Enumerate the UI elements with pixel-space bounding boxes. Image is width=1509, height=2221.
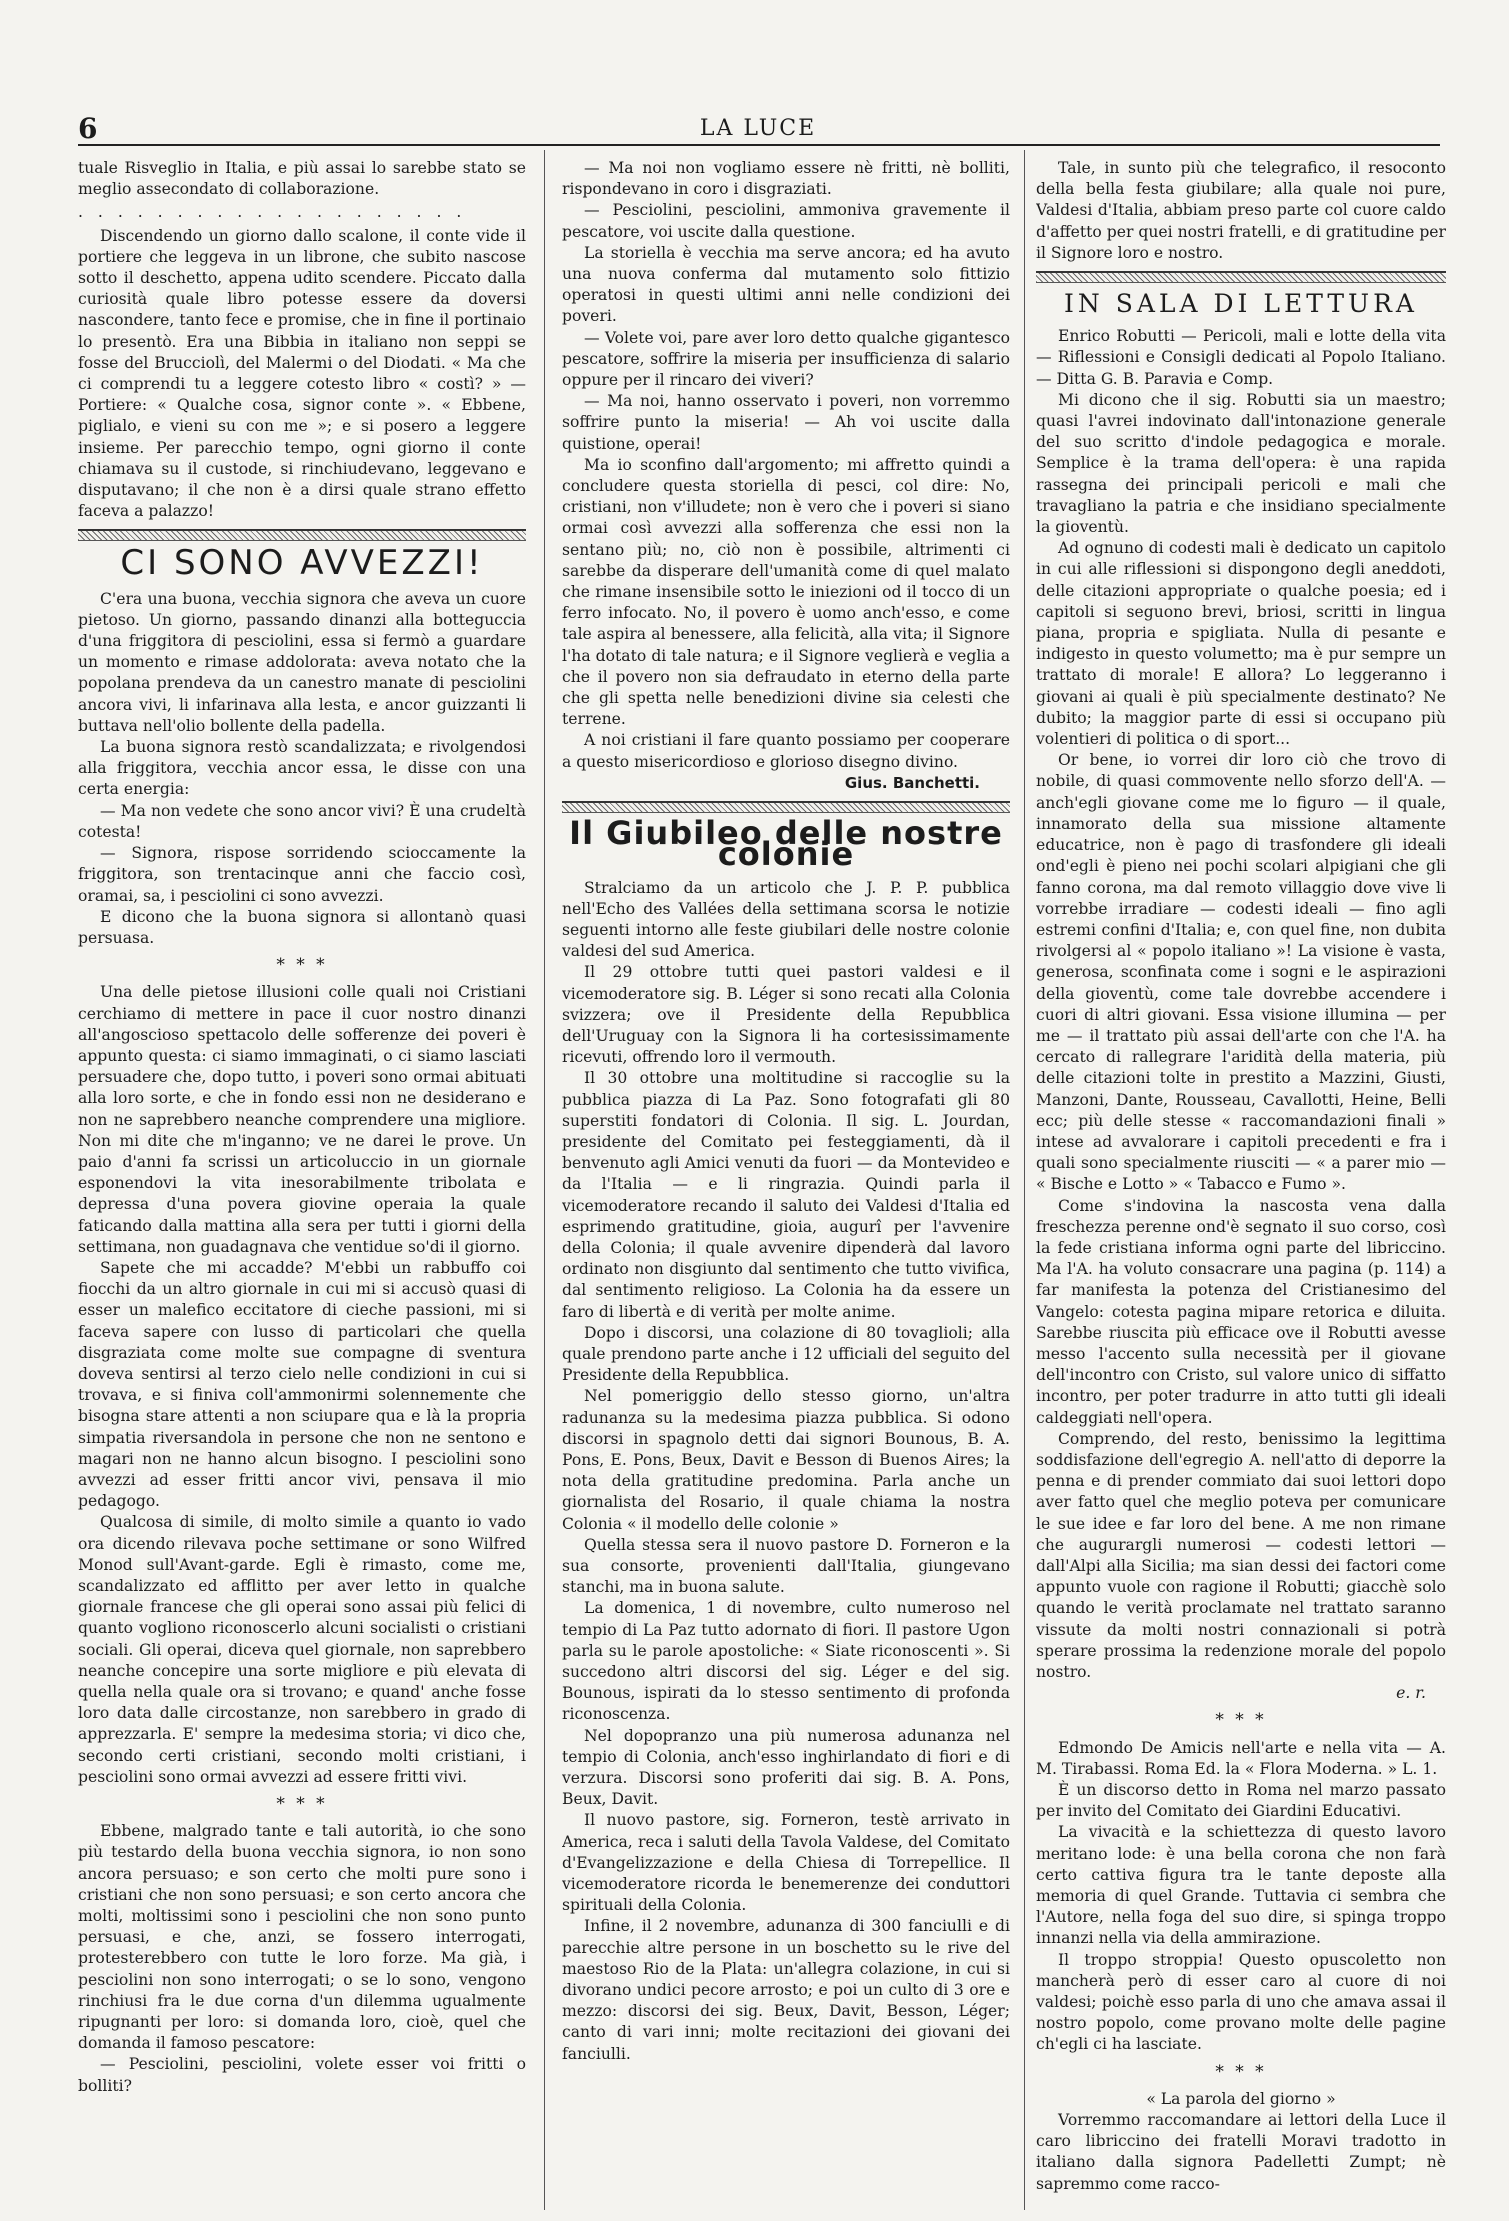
ornamental-rule — [78, 529, 526, 541]
subsection-title: « La parola del giorno » — [1146, 2089, 1336, 2108]
article-title: Il Giubileo delle nostre colonie — [569, 814, 1003, 874]
paragraph: Dopo i discorsi, una colazione di 80 tovaglioli; alla quale prendono parte anche i 12 ufficiali del seguito del Presidente della Repubblica. — [562, 1323, 1010, 1385]
paragraph: Ma io sconfino dall'argomento; mi affretto quindi a concludere questa storiella di pesci, col dire: No, cristiani, non v'illudete; non è vero che i poveri si siano ormai così avvezzi alla sofferenza che essi non la sentano più; no, ciò non è possibile, altrimenti ci sarebbe da disperare dell'umanità come di quel malato che rimane insensibile sotto le iniezioni od il tocco di un ferro infocato. No, il povero è uomo anch'esso, e come tale aspira al benessere, alla felicità, alla vita; il Signore l'ha dotato di tale natura; e il Signore veglierà e veglia a che il povero non sia defraudato in eterno della parte che gli spetta nelle benedizioni divine sia celesti che terrene. — [562, 455, 1010, 729]
asterism: * * * — [1215, 2061, 1267, 2082]
paragraph: — Pesciolini, pesciolini, ammoniva gravemente il pescatore, voi uscite dalla questione. — [562, 201, 1010, 241]
paragraph: Infine, il 2 novembre, adunanza di 300 fanciulli e di parecchie altre persone in un boschetto su le rive del maestoso Rio de la Plata: un'allegra colazione, in cui si divorano undici pecore arrosto; e poi un culto di 3 ore e mezzo: discorsi dei sig. Beux, Davit, Besson, Léger; canto di vari inni; molte recitazioni dei giovani dei fanciulli. — [562, 1917, 1010, 2063]
paragraph: La vivacità e la schiettezza di questo lavoro meritano lode: è una bella corona che non farà certo cattiva figura tra le tante deposte alla memoria di quel Grande. Tuttavia ci sembra che l'Autore, nella foga del suo dire, si spinga troppo innanzi nella via della ammirazione. — [1036, 1823, 1446, 1948]
column-2 — [562, 158, 1010, 2198]
ornamental-rule — [562, 801, 1010, 813]
author-initials: e. r. — [1396, 1684, 1426, 1703]
paragraph: Mi dicono che il sig. Robutti sia un maestro; quasi l'avrei indovinato dall'intonazione generale del suo scritto d'indole pedagogica e morale. Semplice è la trama dell'opera: è una rapida rassegna dei principali pericoli e mali che travagliano la patria e che insidiano specialmente la gioventù. — [1036, 390, 1446, 537]
paragraph: — Ma noi non vogliamo essere nè fritti, nè bolliti, rispondevano in coro i disgraziati. — [562, 159, 1010, 199]
paragraph: Nel dopopranzo una più numerosa adunanza nel tempio di Colonia, anch'esso inghirlandato di fiori e di verzura. Discorsi sono proferiti dai sig. B. A. Pons, Beux, Davit. — [562, 1726, 1010, 1809]
book-reference: Enrico Robutti — Pericoli, mali e lotte della vita — Riflessioni e Consigli dedicati al Popolo Italiano. — Ditta G. B. Paravia e Comp. — [1036, 327, 1446, 388]
journal-title: LA LUCE — [699, 116, 817, 141]
paragraph: Ad ognuno di codesti mali è dedicato un capitolo in cui alle riflessioni si dispongono degli aneddoti, delle citazioni appropriate o qualche poesia; ed i capitoli si seguono brevi, briosi, scritti in lingua piana, propria e spigliata. Nulla di pesante e indigesto in questo volumetto; ma è pur sempre un trattato di morale! E allora? Lo leggeranno i giovani ai quali è più specialmente destinato? Ne dubito; la maggior parte di essi si occupano più volentieri di politica o di sport... — [1036, 539, 1446, 749]
paragraph: Il 29 ottobre tutti quei pastori valdesi e il vicemoderatore sig. B. Léger si sono recati alla Colonia svizzera; ove il Presidente della Repubblica dell'Uruguay con la Signora li ha cortesissimamente ricevuti, offrendo loro il vermouth. — [562, 963, 1010, 1067]
header-rule — [78, 144, 1440, 146]
paragraph: A noi cristiani il fare quanto possiamo per cooperare a questo misericordioso e glorioso disegno divino. — [562, 731, 1010, 771]
paragraph: Sapete che mi accadde? M'ebbi un rabbuffo coi fiocchi da un altro giornale in cui mi si accusò quasi di esser un malefico eccitatore di cieche passioni, mi si faceva sapere con lusso di particolari che quella disgraziata come molte sue compagne di sventura doveva sentirsi al terzo cielo nelle condizioni in cui si trovava, e si finiva coll'ammonirmi solennemente che bisogna stare attenti a non sciupare qua e là la propria simpatia riversandola in persone che non ne sentono e magari non ne hanno alcun bisogno. I pesciolini sono avvezzi ad esser fritti ancor vivi, pensava il mio pedagogo. — [78, 1258, 526, 1511]
author-signature: Gius. Banchetti. — [844, 773, 980, 792]
paragraph: Stralciamo da un articolo che J. P. P. pubblica nell'Echo des Vallées della settimana scorsa le notizie seguenti intorno alle feste giubilari delle nostre colonie valdesi del sud America. — [562, 878, 1010, 961]
paragraph: Comprendo, del resto, benissimo la legittima soddisfazione dell'egregio A. nell'atto di deporre la penna e di prender commiato dai suoi lettori dopo aver fatto quel che meglio poteva per comunicare le sue idee e far loro del bene. A me non rimane che augurargli numerosi — codesti lettori — dall'Alpi alla Sicilia; ma sian dessi dei factori come appunto vuole con ragione il Robutti; giacchè solo quando le verità proclamate nel trattato saranno vissute da molti nostri connazionali si potrà sperare prossima la redenzione morale del popolo nostro. — [1036, 1429, 1446, 1682]
asterism: * * * — [1215, 1710, 1267, 1731]
page-header — [78, 108, 1438, 148]
paragraph: — Ma noi, hanno osservato i poveri, non vorremmo soffrire punto la miseria! — Ah voi uscite dalla quistione, operai! — [562, 392, 1010, 453]
paragraph: La storiella è vecchia ma serve ancora; ed ha avuto una nuova conferma dal mutamento solo fittizio operatosi in questi ultimi anni nelle condizioni dei poveri. — [562, 243, 1010, 326]
paragraph: — Signora, rispose sorridendo scioccamente la friggitora, son trentacinque anni che faccio così, oramai, sa, i pesciolini ci sono avvezzi. — [78, 844, 526, 905]
column-divider — [544, 150, 545, 2210]
paragraph: — Pesciolini, pesciolini, volete esser voi fritti o bolliti? — [78, 2055, 526, 2095]
section-title: IN SALA DI LETTURA — [1064, 289, 1418, 319]
paragraph: Quella stessa sera il nuovo pastore D. Forneron e la sua consorte, provenienti dall'Italia, giungevano stanchi, ma in buona salute. — [562, 1535, 1010, 1597]
paragraph: Il nuovo pastore, sig. Forneron, testè arrivato in America, reca i saluti della Tavola Valdese, del Comitato d'Evangelizzazione e della Chiesa di Torrepellice. Il vicemoderatore ricorda le benemerenze dei conduttori spirituali della Colonia. — [562, 1811, 1010, 1915]
paragraph: La domenica, 1 di novembre, culto numeroso nel tempio di La Paz tutto adornato di fiori. Il pastore Ugon parla su le parole apostoliche: « Siate riconoscenti ». Si succedono altri discorsi del sig. Léger e del sig. Bounous, ispirati da lo stesso sentimento di profonda riconoscenza. — [562, 1599, 1010, 1724]
paragraph: La buona signora restò scandalizzata; e rivolgendosi alla friggitora, vecchia ancor essa, le disse con una certa energia: — [78, 738, 526, 799]
paragraph: Or bene, io vorrei dir loro ciò che trovo di nobile, di quasi commovente nello sforzo dell'A. — anch'egli giovane come me lo figuro — il quale, innamorato della sua missione altamente educatrice, non è pago di trasfondere gli ideali ond'egli è pieno nei pochi scolari alpigiani che gli fanno corona, ma dal remoto villaggio dove vive li vorrebbe irradiare — codesti ideali — fino agli estremi confini d'Italia; e, con quel fine, non dubita rivolgersi al « popolo italiano »! La visione è vasta, generosa, sconfinata come i sogni e le aspirazioni della gioventù, come tale dovrebbe accendere i cuori di altri giovani. Essa visione illumina — per me — il trattato più assai dell'arte con che l'A. ha cercato di rallegrare l'aridità della materia, più delle citazioni tolte in prestito a Mazzini, Giusti, Manzoni, Dante, Rousseau, Cavallotti, Heine, Belli ecc; più delle stesse « raccomandazioni finali » intese ad avvalorare i capitoli precedenti e fra i quali sono specialmente riusciti — « a parer mio — « Bische e Lotto » « Tabacco e Fumo ». — [1036, 751, 1446, 1194]
ellipsis-divider: . . . . . . . . . . . . . . . . . . . . — [78, 203, 467, 222]
paragraph: C'era una buona, vecchia signora che aveva un cuore pietoso. Un giorno, passando dinanzi alla botteguccia d'una friggitora di pesciolini, essa si fermò a guardare un momento e rimase addolorata: aveva notato che la popolana prendeva da un canestro manate di pesciolini ancora vivi, li infarinava alla lesta, e ancor guizzanti li buttava nell'olio bollente della padella. — [78, 589, 526, 735]
page-number: 6 — [78, 112, 98, 145]
column-1 — [78, 158, 526, 2198]
paragraph: Qualcosa di simile, di molto simile a quanto io vado ora dicendo rilevava poche settimane or sono Wilfred Monod sull'Avant-garde. Egli è rimasto, come me, scandalizzato ed afflitto per aver letto in qualche giornale francese che gli operai sono assai più felici di quanto vogliono riconoscerlo alcuni socialisti o cristiani sociali. Gli operai, diceva quel giornale, non saprebbero neanche concepire una sorte migliore e più elevata di quella nella quale ora si trovano; e quand' anche fosse loro data dalle circostanze, non sarebbero in grado di apprezzarla. E' sempre la medesima storia; vi dico che, secondo certi cristiani, secondo molti cristiani, i pesciolini sono ormai avvezzi ad essere fritti vivi. — [78, 1513, 526, 1786]
paragraph: — Ma non vedete che sono ancor vivi? È una crudeltà cotesta! — [78, 801, 526, 841]
paragraph: Una delle pietose illusioni colle quali noi Cristiani cerchiamo di mettere in pace il cuor nostro dinanzi all'angoscioso spettacolo delle sofferenze dei poveri è appunto questa: ci siamo immaginati, o ci siamo lasciati persuadere che, dopo tutto, i poveri sono ormai abituati alla loro sorte, e che in fondo essi non ne desiderano e non ne saprebbero neanche comprendere una migliore. Non mi dite che m'inganno; ve ne darei le prove. Un paio d'anni fa scrissi un articoluccio in un giornale esponendovi la vita inesorabilmente tribolata e depressa d'una povera giovine operaia la quale faticando dalla mattina alla sera per tutti i giorni della settimana, non guadagnava che ventidue so'di il giorno. — [78, 983, 526, 1256]
paragraph: È un discorso detto in Roma nel marzo passato per invito del Comitato dei Giardini Educativi. — [1036, 1781, 1446, 1821]
paragraph: Vorremmo raccomandare ai lettori della Luce il caro libriccino dei fratelli Moravi tradotto in italiano dalla signora Padelletti Zumpt; nè sapremmo come racco- — [1036, 2111, 1446, 2193]
asterism: * * * — [276, 955, 328, 976]
book-reference: Edmondo De Amicis nell'arte e nella vita — A. M. Tirabassi. Roma Ed. la « Flora Moderna. » L. 1. — [1036, 1738, 1446, 1778]
paragraph: Tale, in sunto più che telegrafico, il resoconto della bella festa giubilare; alla quale noi pure, Valdesi d'Italia, abbiam preso parte col cuore caldo d'affetto per quei nostri fratelli, e di gratitudine per il Signore loro e nostro. — [1036, 159, 1446, 262]
column-3 — [1036, 158, 1446, 2198]
paragraph: E dicono che la buona signora si allontanò quasi persuasa. — [78, 907, 526, 947]
paragraph: Come s'indovina la nascosta vena dalla freschezza perenne ond'è segnato il suo corso, così la fede cristiana informa ogni parte del libriccino. Ma l'A. ha voluto consacrare una pagina (p. 114) a far manifesta la potenza del Cristianesimo del Vangelo: cotesta pagina mipare retorica e diluita. Sarebbe riuscita più efficace ove il Robutti avesse messo l'accento sulla necessità per il giovane dell'incontro con Cristo, sul valore unico di siffatto incontro, per poter tradurre in atto tutti gli ideali caldeggiati nell'opera. — [1036, 1196, 1446, 1427]
paragraph: Nel pomeriggio dello stesso giorno, un'altra radunanza su la medesima piazza pubblica. Si odono discorsi in spagnolo detti dai signori Bounous, B. A. Pons, E. Pons, Beux, Davit e Besson di Buenos Aires; la nota della gratitudine predomina. Parla anche un giornalista del Rosario, il quale chiama la nostra Colonia « il modello delle colonie » — [562, 1387, 1010, 1533]
column-divider — [1024, 150, 1025, 2210]
paragraph: tuale Risveglio in Italia, e più assai lo sarebbe stato se meglio assecondato di collaborazione. — [78, 159, 526, 199]
paragraph: Il troppo stroppia! Questo opuscoletto non mancherà però di esser caro al cuore di noi valdesi; poichè esso parla di uno che amava assai il nostro popolo, come provano molte delle pagine ch'egli ci ha lasciate. — [1036, 1950, 1446, 2054]
paragraph: Ebbene, malgrado tante e tali autorità, io che sono più testardo della buona vecchia signora, io non sono ancora persuaso; e son certo che molti pure sono i cristiani che non sono persuasi; e son certo ancora che molti, moltissimi sono i pesciolini che non sono punto persuasi, e che, anzi, se fossero interrogati, protesterebbero con tutte le loro forze. Ma già, i pesciolini non sono interrogati; o se lo sono, vengono rinchiusi fra le due corna d'un dilemma ugualmente ripugnanti per loro: si domanda loro, cioè, quel che domanda il famoso pescatore: — [78, 1822, 526, 2053]
article-title: CI SONO AVVEZZI! — [120, 543, 484, 584]
asterism: * * * — [276, 1794, 328, 1815]
paragraph: Il 30 ottobre una moltitudine si raccoglie su la pubblica piazza di La Paz. Sono fotografati gli 80 superstiti fondatori di Colonia. Il sig. L. Jourdan, presidente del Comitato pei festeggiamenti, dà il benvenuto agli Amici venuti da fuori — da Montevideo e da l'Italia — e li ringrazia. Quindi parla il vicemoderatore recando il saluto dei Valdesi d'Italia ed esprimendo gratitudine, gioia, augurî per l'avvenire della Colonia; il quale avvenire dipenderà dal lavoro ordinato non disgiunto dal sentimento che tutto vivifica, dal sentimento religioso. La Colonia ha da essere un faro di libertà e di verità per molte anime. — [562, 1069, 1010, 1321]
ornamental-rule — [1036, 271, 1446, 283]
paragraph: Discendendo un giorno dallo scalone, il conte vide il portiere che leggeva in un librone, che subito nascose sotto il deschetto, appena udito scendere. Piccato dalla curiosità quale libro potesse essere da doversi nascondere, tanto fece e promise, che in fine il portinaio lo presentò. Era una Bibbia in italiano non seppi se fosse del Brucciolì, del Malermi o del Diodati. « Ma che ci comprendi tu a leggere cotesto libro « costì? » — Portiere: « Qualche cosa, signor conte ». « Ebbene, piglialo, e vieni su con me »; e si posero a leggere insieme. Per parecchio tempo, ogni giorno il conte chiamava su il custode, si rinchiudevano, leggevano e disputavano; il che non è a dirsi quale strano effetto faceva a palazzo! — [78, 226, 526, 521]
paragraph: — Volete voi, pare aver loro detto qualche gigantesco pescatore, soffrire la miseria per insufficienza di salario oppure per il rincaro dei viveri? — [562, 328, 1010, 390]
